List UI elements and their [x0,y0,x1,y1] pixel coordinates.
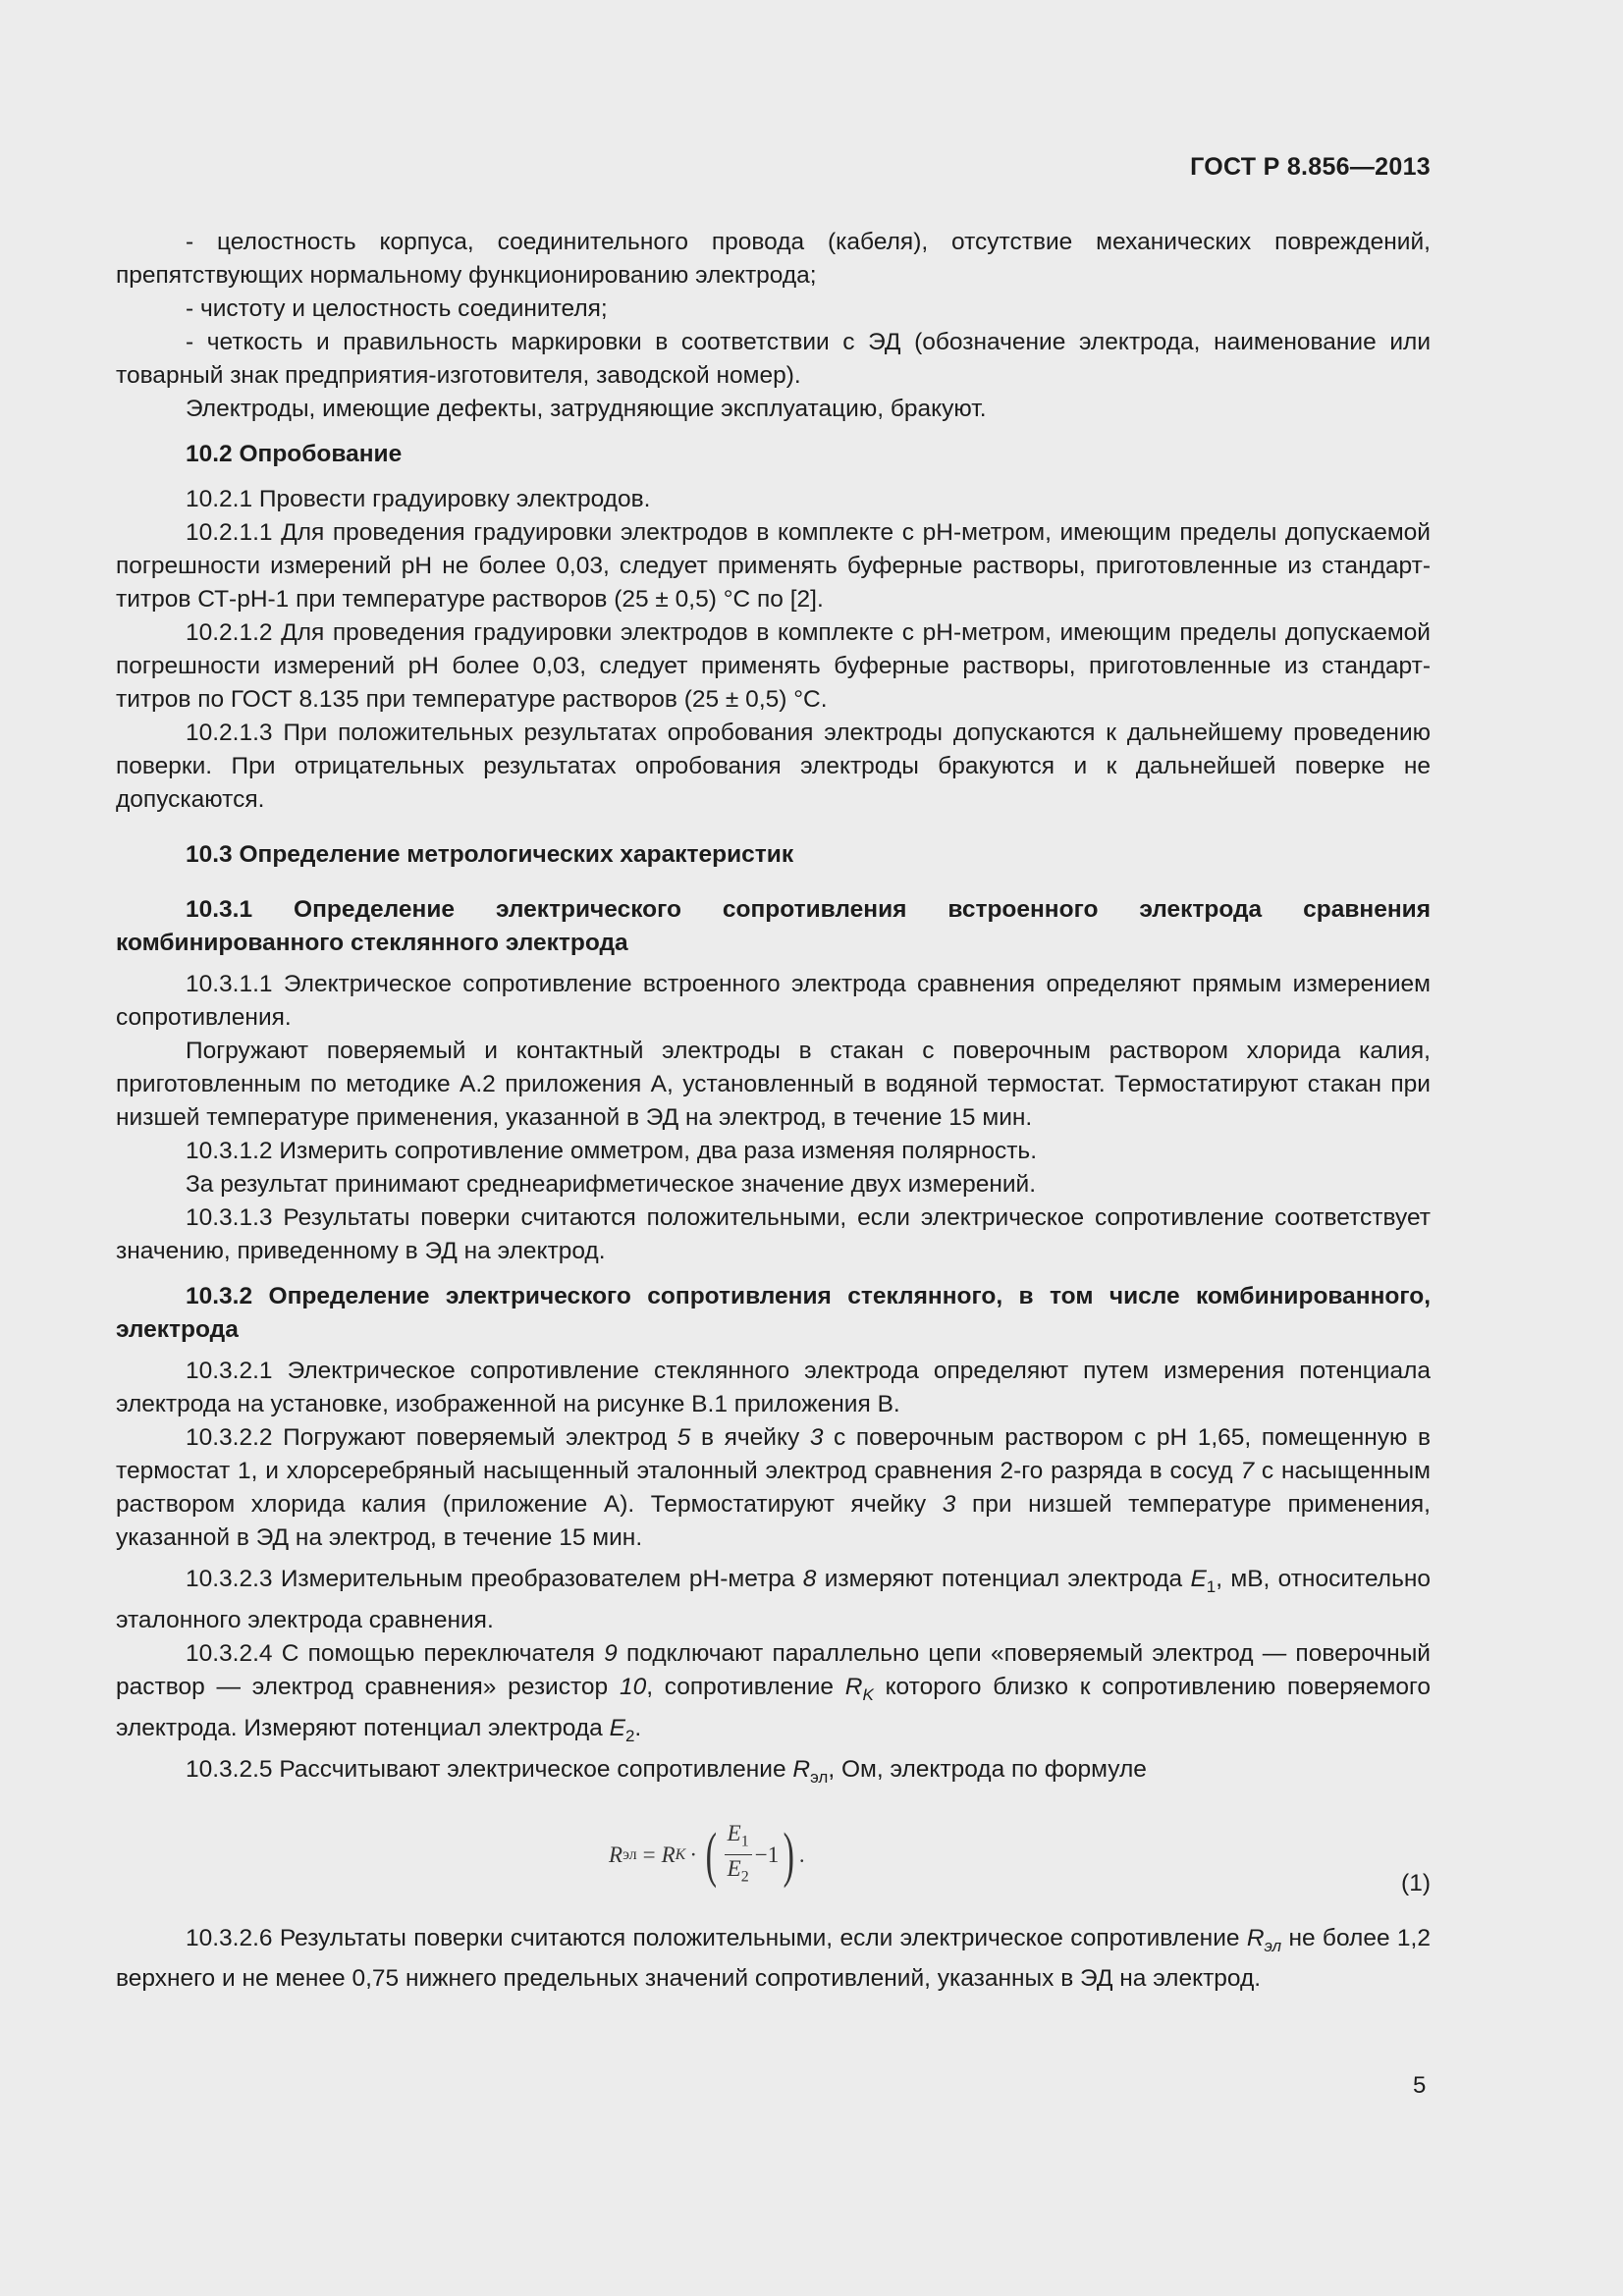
document-code: ГОСТ Р 8.856—2013 [1190,153,1431,181]
symbol-e2: E [609,1714,625,1741]
ref-number: 7 [1240,1458,1255,1484]
paragraph: За результат принимают среднеарифметическое значение двух измерений. [186,1171,1037,1198]
fraction: $\frac{E_1}{E_2}$ [725,1820,752,1891]
equation-number: (1) [1401,1869,1431,1896]
paragraph: 10.3.2.6 Результаты поверки считаются положительными, если электрическое сопротивление $R_{эл}$ не более 1,2 верхнего и не менее 0,75 нижнего предельных значений сопротивлений, указанных в ЭД на электрод. [116,1924,1431,1993]
ref-number: 8 [802,1566,817,1592]
paragraph: 10.3.2.3 Измерительным преобразователем рН-метра 8 измеряют потенциал электрода $E_1$, мВ, относительно эталонного электрода сравнения. [116,1566,1431,1633]
ref-number: 3 [942,1491,956,1518]
symbol-e1: E [1190,1566,1207,1592]
paragraph: 10.2.1.1 Для проведения градуировки электродов в комплекте с рН-метром, имеющим пределы допускаемой погрешности измерений рН не более 0,03, следует применять буферные растворы, приготовленные из стандарт-титров СТ-рН-1 при температуре растворов (25 ± 0,5) °С по [2]. [116,519,1431,613]
paragraph: - целостность корпуса, соединительного провода (кабеля), отсутствие механических повреждений, препятствующих нормальному функционированию электрода; [116,229,1431,289]
ref-number: 5 [676,1424,691,1451]
paragraph: - чистоту и целостность соединителя; [186,295,608,322]
symbol-rk: R [844,1673,863,1700]
paragraph: 10.3.2.1 Электрическое сопротивление стеклянного электрода определяют путем измерения потенциала электрода на установке, изображенной на рисунке В.1 приложения В. [116,1358,1431,1417]
subsection-heading: 10.3.2 Определение электрического сопротивления стеклянного, в том числе комбинированного, электрода [116,1283,1431,1343]
section-heading: 10.3 Определение метрологических характеристик [186,841,794,868]
page-content [116,226,1431,1996]
paragraph: 10.2.1 Провести градуировку электродов. [186,486,651,512]
paragraph: 10.3.2.4 С помощью переключателя 9 подключают параллельно цепи «поверяемый электрод — поверочный раствор — электрод сравнения» резистор 10, сопротивление $R_K$ которого близко к сопротивлению поверяемого электрода. Измеряют потенциал электрода $E_2$. [116,1639,1431,1745]
paragraph: 10.3.2.2 Погружают поверяемый электрод 5 в ячейку 3 с поверочным раствором с рН 1,65, помещенную в термостат 1, и хлорсеребряный насыщенный эталонный электрод сравнения 2-го разряда в сосуд 7 с насыщенным раствором хлорида калия (приложение А). Термостатируют ячейку 3 при низшей температуре применения, указанной в ЭД на электрод, в течение 15 мин. [116,1424,1431,1551]
section-heading: 10.2 Опробование [186,441,403,467]
symbol-rel: R [792,1755,811,1783]
symbol-rel: R [1246,1924,1265,1951]
subsection-heading: 10.3.1 Определение электрического сопротивления встроенного электрода сравнения комбинированного стеклянного электрода [116,896,1431,956]
paragraph: 10.2.1.2 Для проведения градуировки электродов в комплекте с рН-метром, имеющим пределы допускаемой погрешности измерений рН более 0,03, следует применять буферные растворы, приготовленные из стандарт-титров по ГОСТ 8.135 при температуре растворов (25 ± 0,5) °С. [116,619,1431,713]
paragraph: Погружают поверяемый и контактный электроды в стакан с поверочным раствором хлорида калия, приготовленным по методике А.2 приложения А, установленный в водяной термостат. Термостатируют стакан при низшей температуре применения, указанной в ЭД на электрод, в течение 15 мин. [116,1038,1431,1131]
ref-number: 9 [604,1639,618,1667]
paragraph: - четкость и правильность маркировки в соответствии с ЭД (обозначение электрода, наименование или товарный знак предприятия-изготовителя, заводской номер). [116,329,1431,389]
paragraph: 10.2.1.3 При положительных результатах опробования электроды допускаются к дальнейшему проведению поверки. При отрицательных результатах опробования электроды бракуются и к дальнейшей поверке не допускаются. [116,720,1431,813]
paragraph: 10.3.2.5 Рассчитывают электрическое сопротивление $R_{эл}$, Ом, электрода по формуле [186,1755,1147,1787]
paragraph: Электроды, имеющие дефекты, затрудняющие эксплуатацию, бракуют. [186,396,987,422]
ref-number: 3 [809,1424,824,1451]
formula-1 [116,1804,1431,1922]
paragraph: 10.3.1.1 Электрическое сопротивление встроенного электрода сравнения определяют прямым измерением сопротивления. [116,971,1431,1031]
paragraph: 10.3.1.2 Измерить сопротивление омметром, два раза изменяя полярность. [186,1138,1037,1164]
ref-number: 10 [619,1673,647,1700]
paragraph: 10.3.1.3 Результаты поверки считаются положительными, если электрическое сопротивление соответствует значению, приведенному в ЭД на электрод. [116,1204,1431,1264]
page-number: 5 [1413,2072,1427,2099]
formula-expression: R эл = R K · ( $\frac{E_1}{E_2}$ −1 ) . [609,1820,805,1891]
